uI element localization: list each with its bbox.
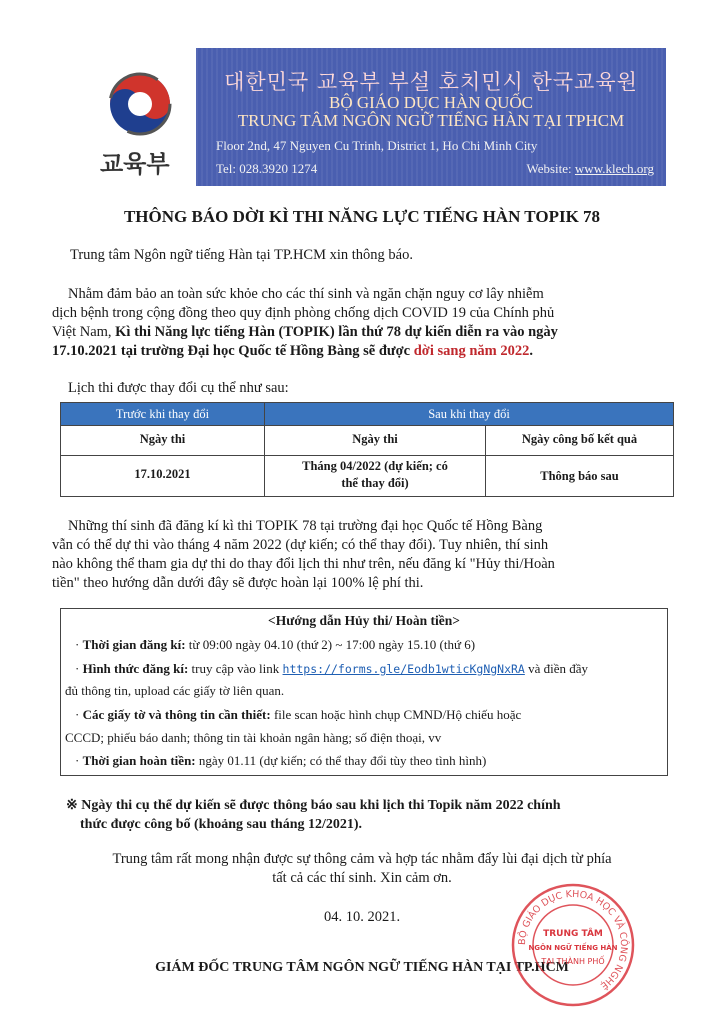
logo-text: 교육부	[100, 150, 170, 178]
banner-address: Floor 2nd, 47 Nguyen Cu Trinh, District 1, Ho Chi Minh City	[216, 138, 538, 153]
svg-text:NGÔN NGỮ TIẾNG HÀN: NGÔN NGỮ TIẾNG HÀN	[528, 944, 618, 952]
stamp-seal-icon	[508, 880, 638, 1010]
banner-website: Website: www.klech.org	[526, 161, 654, 176]
intro-text: Trung tâm Ngôn ngữ tiếng Hàn tại TP.HCM xin thông báo.	[70, 247, 413, 263]
svg-text:BỘ GIÁO DỤC KHOA HỌC VÀ CÔNG N: BỘ GIÁO DỤC KHOA HỌC VÀ CÔNG NGHỆ	[516, 888, 630, 992]
value-exam-date-after: Tháng 04/2022 (dự kiến; có thể thay đổi)	[302, 459, 448, 490]
official-stamp	[508, 880, 638, 1010]
guide-reg-time: · Thời gian đăng kí: từ 09:00 ngày 04.10 (thứ 2) ~ 17:00 ngày 15.10 (thứ 6)	[75, 637, 476, 652]
registration-link[interactable]: https://forms.gle/Eodb1wticKgNgNxRA	[282, 662, 525, 676]
banner-line2: BỘ GIÁO DỤC HÀN QUỐC	[329, 93, 533, 112]
paragraph-2: Những thí sinh đã đăng kí kì thi TOPIK 78 tại trường đại học Quốc tế Hồng Bàng vẫn có thể dự thi vào tháng 4 năm 2022 (dự kiến; có thể thay đổi). Tuy nhiên, thí sinh nào không thể tham gia dự thi do thay đổi lịch thi như trên, nếu đăng kí "Hủy thi/Hoàn tiền" theo hướng dẫn dưới đây sẽ được hoàn lại 100% lệ phí thi.	[52, 518, 555, 591]
col-result-date: Ngày công bố kết quả	[521, 432, 638, 446]
guide-docs: · Các giấy tờ và thông tin cần thiết: file scan hoặc hình chụp CMND/Hộ chiếu hoặc	[75, 707, 522, 722]
guide-refund-time: · Thời gian hoàn tiền: ngày 01.11 (dự kiến; có thể thay đổi tùy theo tình hình)	[75, 753, 487, 768]
banner-tel: Tel: 028.3920 1274	[216, 161, 318, 176]
page-title: THÔNG BÁO DỜI KÌ THI NĂNG LỰC TIẾNG HÀN TOPIK 78	[123, 207, 601, 226]
refund-guide-box: <Hướng dẫn Hủy thi/ Hoàn tiền> · Thời gian đăng kí: từ 09:00 ngày 04.10 (thứ 2) ~ 17:00 ngày 15.10 (thứ 6) · Hình thức đăng kí: truy cập vào link https://forms.gle/Eodb1wticKgNgNxRA và điền đầy đủ thông tin, upload các giấy tờ liên quan. · Các giấy tờ và thông tin cần thiết: file scan hoặc hình chụp CMND/Hộ chiếu hoặc CCCD; phiếu báo danh; thông tin tài khoản ngân hàng; số điện thoại, vv · Thời gian hoàn tiền: ngày 01.11 (dự kiến; có thể thay đổi tùy theo tình hình)	[60, 608, 668, 776]
ministry-logo	[96, 48, 192, 188]
note: ※ Ngày thi cụ thể dự kiến sẽ được thông báo sau khi lịch thi Topik năm 2022 chính thức được công bố (khoảng sau tháng 12/2021).	[66, 798, 561, 832]
value-result-date: Thông báo sau	[540, 469, 619, 483]
guide-reg-form: · Hình thức đăng kí: truy cập vào link https://forms.gle/Eodb1wticKgNgNxRA và điền đầy	[75, 661, 589, 676]
date: 04. 10. 2021.	[323, 909, 401, 925]
korean-title: 대한민국 교육부 부설 호치민시 한국교육원	[224, 70, 638, 94]
closing: Trung tâm rất mong nhận được sự thông cảm và hợp tác nhằm đẩy lùi đại dịch từ phía tất cả các thí sinh. Xin cảm ơn.	[112, 851, 612, 886]
banner-line3: TRUNG TÂM NGÔN NGỮ TIẾNG HÀN TẠI TPHCM	[237, 111, 625, 130]
value-exam-date-before: 17.10.2021	[134, 467, 191, 481]
svg-text:TRUNG TÂM: TRUNG TÂM	[543, 929, 603, 939]
col-exam-date-after: Ngày thi	[352, 432, 398, 446]
table-header-after: Sau khi thay đổi	[265, 403, 673, 425]
signature: GIÁM ĐỐC TRUNG TÂM NGÔN NGỮ TIẾNG HÀN TẠI TP.HCM	[155, 960, 569, 975]
table-header-before: Trước khi thay đổi	[61, 403, 264, 425]
svg-text:TẠI THÀNH PHỐ: TẠI THÀNH PHỐ	[541, 957, 605, 966]
schedule-intro: Lịch thi được thay đổi cụ thể như sau:	[68, 380, 289, 396]
paragraph-1: Nhằm đảm bảo an toàn sức khỏe cho các thí sinh và ngăn chặn nguy cơ lây nhiễm dịch bệnh trong cộng đồng theo quy định phòng chống dịch COVID 19 của Chính phủ Việt Nam, Kì thi Năng lực tiếng Hàn (TOPIK) lần thứ 78 dự kiến diễn ra vào ngày 17.10.2021 tại trường Đại học Quốc tế Hồng Bàng sẽ được dời sang năm 2022.	[52, 286, 558, 359]
guide-title: <Hướng dẫn Hủy thi/ Hoàn tiền>	[268, 613, 460, 628]
col-exam-date-before: Ngày thi	[139, 432, 186, 446]
schedule-table	[60, 402, 674, 497]
website-link[interactable]: www.klech.org	[574, 161, 654, 176]
header-banner	[196, 48, 666, 186]
